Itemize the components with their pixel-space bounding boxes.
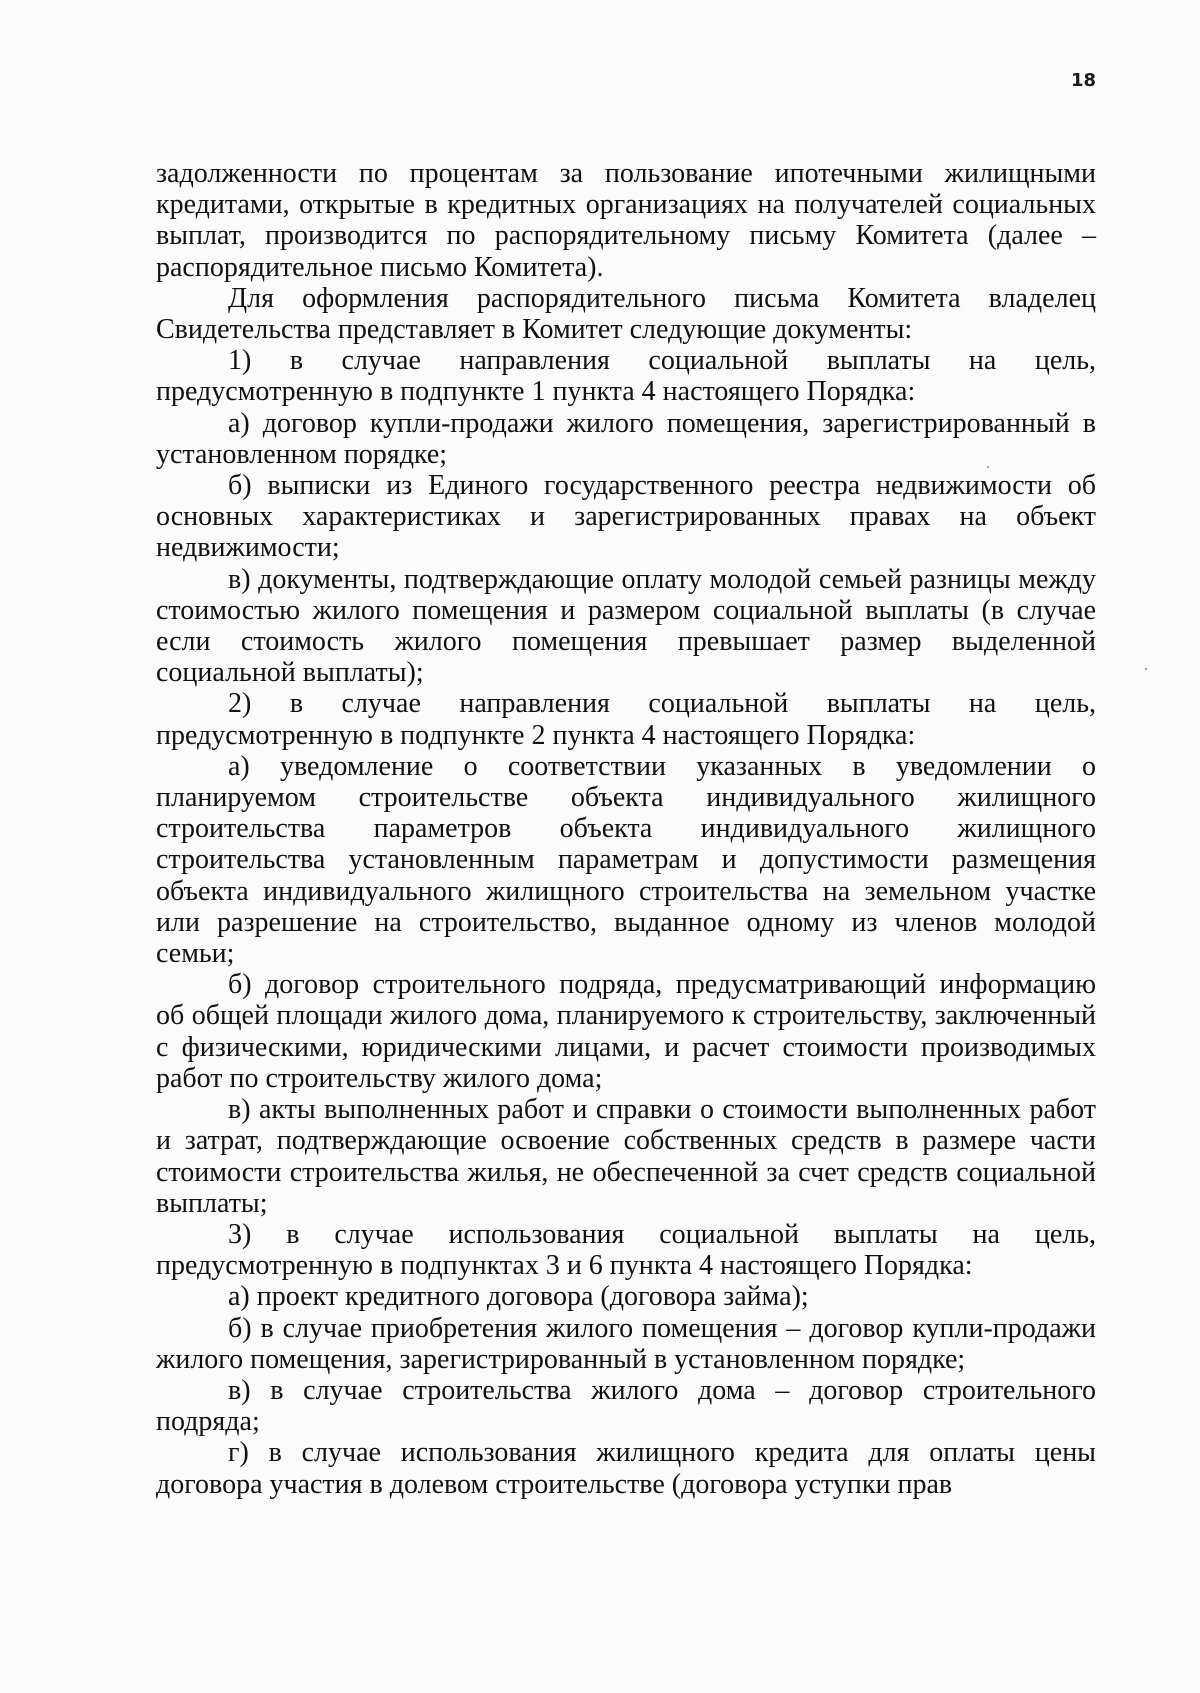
- paragraph-item-1v: в) документы, подтверждающие оплату молодой семьей разницы между стоимостью жилого помещения и размером социальной выплаты (в случае если стоимость жилого помещения превышает размер выделенной социальной выплаты);: [156, 563, 1096, 689]
- paragraph-item-3a: а) проект кредитного договора (договора займа);: [228, 1281, 809, 1313]
- page-number: 18: [1070, 70, 1096, 91]
- paragraph-item-1b: б) выписки из Единого государственного реестра недвижимости об основных характеристиках и зарегистрированных правах на объект недвижимости;: [156, 470, 1096, 564]
- paragraph-debt-interest: задолженности по процентам за пользование ипотечными жилищными кредитами, открытые в кредитных организациях на получателей социальных выплат, производится по распорядительному письму Комитета (далее – распорядительное письмо Комитета).: [156, 158, 1096, 283]
- paragraph-item-2v: в) акты выполненных работ и справки о стоимости выполненных работ и затрат, подтверждающие освоение собственных средств в размере части стоимости строительства жилья, не обеспеченной за счет средств социальной выплаты;: [156, 1094, 1096, 1219]
- scan-speck: [987, 466, 989, 468]
- scan-speck: [1145, 668, 1147, 670]
- document-body: [156, 158, 1096, 1500]
- paragraph-item-3: 3) в случае использования социальной выплаты на цель, предусмотренную в подпунктах 3 и 6 пункта 4 настоящего Порядка:: [156, 1218, 1096, 1282]
- paragraph-item-3g: г) в случае использования жилищного кредита для оплаты цены договора участия в долевом строительстве (договора уступки прав: [156, 1437, 1096, 1500]
- paragraph-letter-documents: Для оформления распорядительного письма Комитета владелец Свидетельства представляет в Комитет следующие документы:: [156, 282, 1096, 346]
- paragraph-item-3b: б) в случае приобретения жилого помещения – договор купли-продажи жилого помещения, зарегистрированный в установленном порядке;: [156, 1312, 1096, 1375]
- paragraph-item-1a: а) договор купли-продажи жилого помещения, зарегистрированный в установленном порядке;: [156, 407, 1096, 470]
- paragraph-item-2a: а) уведомление о соответствии указанных в уведомлении о планируемом строительстве объекта индивидуального жилищного строительства параметров объекта индивидуального жилищного строительства установленным параметрам и допустимости размещения объекта индивидуального жилищного строительства на земельном участке или разрешение на строительство, выданное одному из членов молодой семьи;: [156, 750, 1096, 970]
- paragraph-item-2b: б) договор строительного подряда, предусматривающий информацию об общей площади жилого дома, планируемого к строительству, заключенный с физическими, юридическими лицами, и расчет стоимости производимых работ по строительству жилого дома;: [156, 969, 1096, 1094]
- paragraph-item-1: 1) в случае направления социальной выплаты на цель, предусмотренную в подпункте 1 пункта 4 настоящего Порядка:: [156, 345, 1096, 408]
- paragraph-item-2: 2) в случае направления социальной выплаты на цель, предусмотренную в подпункте 2 пункта 4 настоящего Порядка:: [156, 688, 1096, 751]
- paragraph-item-3v: в) в случае строительства жилого дома – договор строительного подряда;: [156, 1374, 1096, 1438]
